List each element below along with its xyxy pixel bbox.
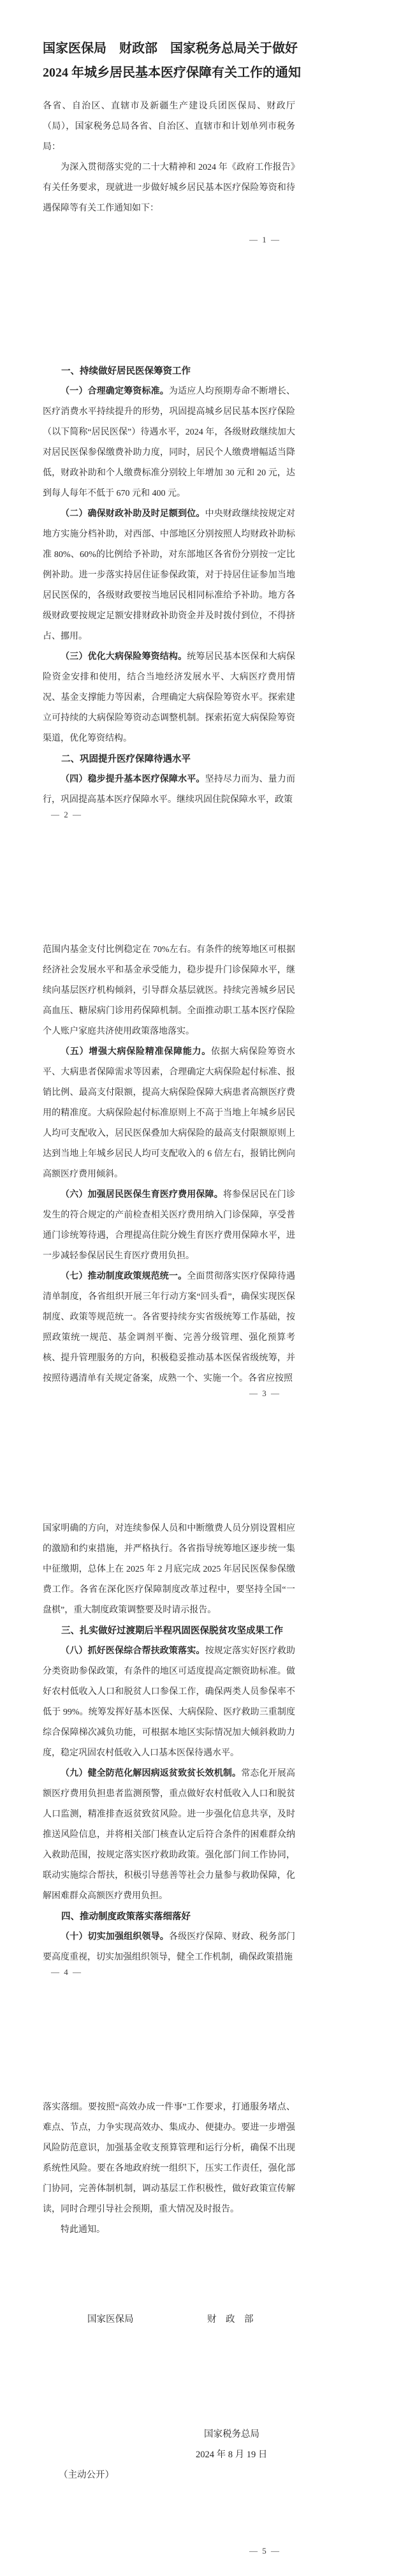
document-title-line: 2024 年城乡居民基本医疗保障有关工作的通知 — [43, 66, 301, 80]
signature-row — [43, 2309, 295, 2330]
page-content — [0, 261, 408, 810]
paragraph: （八）抓好医保综合帮扶政策落实。按规定落实好医疗救助分类资助参保政策，有条件的地区可适度提高定额资助标准。做好农村低收入人口和脱贫人口参保工作，确保两类人员参保率不低于 99%。统筹发挥好基本医保、大病保险、医疗救助三重制度综合保障梯次减负功能，可根据本地区实际情况加大倾斜救助力度，稳定巩固农村低收入人口基本医保待遇水平。 — [43, 1646, 296, 1758]
paragraph: 为深入贯彻落实党的二十大精神和 2024 年《政府工作报告》有关任务要求，现就进一步做好城乡居民基本医疗保险筹资和待遇保障等有关工作通知如下： — [43, 163, 295, 213]
page-content — [0, 1418, 408, 1968]
paragraph: （十）切实加强组织领导。各级医疗保障、财政、税务部门要高度重视，切实加强组织领导，健全工作机制，确保政策措施 — [43, 1932, 296, 1962]
page-content — [0, 1997, 408, 2485]
document-page-1 — [0, 0, 408, 261]
document-title — [43, 36, 301, 85]
document-page-2 — [0, 261, 408, 840]
paragraph-lead: （九）健全防范化解因病返贫致贫长效机制。 — [61, 1769, 242, 1778]
page-content — [0, 0, 408, 219]
signer-org-taxation: 国家税务总局 — [204, 2429, 259, 2439]
page-content — [0, 840, 408, 1389]
document-title-line: 国家医保局 财政部 国家税务总局关于做好 — [43, 41, 298, 56]
addressee-paragraph: 各省、自治区、直辖市及新疆生产建设兵团医保局、财政厅（局），国家税务总局各省、自治区、直辖市和计划单列市税务局： — [43, 101, 295, 152]
paragraph: （六）加强居民医保生育医疗费用保障。将参保居民在门诊发生的符合规定的产前检查相关医疗费用纳入门诊保障，享受普通门诊统筹待遇，合理提高住院分娩生育医疗费用保障水平，进一步减轻参保居民生育医疗费用负担。 — [43, 1190, 296, 1261]
paragraph: （七）推动制度政策规范统一。全面贯彻落实医疗保障待遇清单制度，各省组织开展三年行动方案“回头看”，确保实现医保制度、政策等规范统一。各省要持续夯实省级统筹工作基础，按照政策统一规范、基金调剂平衡、完善分级管理、强化预算考核、提升管理服务的方向，积极稳妥推动基本医保省级统筹，并按照待遇清单有关规定备案，成熟一个、实施一个。各省应按照 — [43, 1272, 296, 1383]
paragraph: 特此通知。 — [61, 2225, 105, 2235]
document-page-5 — [0, 1997, 408, 2576]
paragraph-continuation: 落实落细。要按照“高效办成一件事”工作要求，打通服务堵点、难点、节点，力争实现高效办、集成办、便捷办。要进一步增强风险防范意识，加强基金收支预算管理和运行分析，确保不出现系统性风险。要在各地政府统一组织下，压实工作责任，强化部门协同，完善体制机制，调动基层工作积极性，做好政策宣传解读，同时合理引导社会预期，重大情况及时报告。 — [43, 2103, 295, 2214]
document-page-3 — [0, 840, 408, 1418]
page-number: — 3 — — [249, 1389, 280, 1398]
paragraph: （三）优化大病保险筹资结构。统筹居民基本医保和大病保险资金安排和使用，结合当地经济发展水平、大病医疗费用情况、基金支撑能力等因素，合理确定大病保险筹资水平。探索建立可持续的大病保险筹资动态调整机制。探索拓宽大病保险筹资渠道，优化筹资结构。 — [43, 652, 296, 743]
page-number: — 4 — — [51, 1967, 82, 1977]
signer-org-mof: 财 政 部 — [207, 2314, 254, 2325]
paragraph-lead: （四）稳步提升基本医疗保障水平。 — [61, 775, 205, 784]
page-number: — 5 — — [249, 2546, 280, 2556]
section-heading: 一、持续做好居民医保筹资工作 — [61, 366, 191, 376]
paragraph: （五）增强大病保险精准保障能力。依据大病保险筹资水平、大病患者保障需求等因素，合理确定大病保险起付标准、报销比例、最高支付限额，提高大病保险保障大病患者高额医疗费用的精准度。大病保险起付标准原则上不高于当地上年城乡居民人均可支配收入，居民医保叠加大病保险的最高支付限额原则上达到当地上年城乡居民人均可支配收入的 6 倍左右，报销比例向高额医疗费用倾斜。 — [43, 1047, 295, 1179]
disclosure-note: （主动公开） — [59, 2470, 114, 2480]
paragraph-continuation: 范围内基金支付比例稳定在 70%左右。有条件的统筹地区可根据经济社会发展水平和基金承受能力，稳步提升门诊保障水平，继续向基层医疗机构倾斜，引导群众基层就医。持续完善城乡居民高血压、糖尿病门诊用药保障机制。全面推动职工基本医疗保险个人账户家庭共济使用政策落地落实。 — [43, 945, 295, 1036]
section-heading: 四、推动制度政策落实落细落好 — [61, 1912, 191, 1922]
paragraph-lead: （一）合理确定筹资标准。 — [61, 387, 169, 396]
section-heading: 二、巩固提升医疗保障待遇水平 — [61, 754, 191, 764]
paragraph-lead: （六）加强居民医保生育医疗费用保障。 — [61, 1190, 223, 1200]
page-number: — 2 — — [51, 810, 82, 819]
page-number: — 1 — — [249, 235, 280, 244]
paragraph-continuation: 国家明确的方向，对连续参保人员和中断缴费人员分别设置相应的激励和约束措施，并严格执行。各省指导统筹地区逐步统一集中征缴期，总体上在 2025 年 2 月底完成 2025 年居民医保参保缴费工作。各省在深化医疗保障制度改革过程中，要坚持全国“一盘棋”，重大制度政策调整要及时请示报告。 — [43, 1524, 295, 1615]
paragraph-lead: （二）确保财政补助及时足额到位。 — [61, 509, 205, 519]
section-heading: 三、扎实做好过渡期后半程巩固医保脱贫攻坚成果工作 — [61, 1626, 283, 1636]
paragraph-lead: （三）优化大病保险筹资结构。 — [61, 652, 187, 662]
paragraph-lead: （十）切实加强组织领导。 — [61, 1932, 169, 1942]
paragraph-lead: （八）抓好医保综合帮扶政策落实。 — [61, 1646, 205, 1656]
paragraph-lead: （五）增强大病保险精准保障能力。 — [61, 1047, 211, 1057]
signer-org-nhsa: 国家医保局 — [87, 2314, 134, 2325]
document-page-4 — [0, 1418, 408, 1997]
paragraph: （四）稳步提升基本医疗保障水平。坚持尽力而为、量力而行，巩固提高基本医疗保障水平。继续巩固住院保障水平，政策 — [43, 775, 296, 805]
issue-date: 2024 年 8 月 19 日 — [196, 2450, 268, 2460]
paragraph: （一）合理确定筹资标准。为适应人均预期寿命不断增长、医疗消费水平持续提升的形势，巩固提高城乡居民基本医疗保险（以下简称“居民医保”）待遇水平，2024 年，各级财政继续加大对居民医保参保缴费补助力度，同时，居民个人缴费增幅适当降低，财政补助和个人缴费标准分别较上年增加 30 元和 20 元，达到每人每年不低于 670 元和 400 元。 — [43, 387, 296, 498]
paragraph-lead: （七）推动制度政策规范统一。 — [61, 1272, 187, 1281]
paragraph: （二）确保财政补助及时足额到位。中央财政继续按规定对地方实施分档补助，对西部、中部地区分别按照人均财政补助标准 80%、60%的比例给予补助，对东部地区各省份分别按一定比例补助。进一步落实持居住证参保政策，对于持居住证参加当地居民医保的，各级财政要按当地居民相同标准给予补助。地方各级财政要按规定足额安排财政补助资金并及时拨付到位，不得挤占、挪用。 — [43, 509, 296, 641]
paragraph: （九）健全防范化解因病返贫致贫长效机制。常态化开展高额医疗费用负担患者监测预警，重点做好农村低收入人口和脱贫人口监测，精准排查返贫致贫风险。进一步强化信息共享，及时推送风险信息，并将相关部门核查认定后符合条件的困难群众纳入救助范围，按规定落实医疗救助政策。强化部门间工作协同，联动实施综合帮扶，积极引导慈善等社会力量参与救助保障，化解困难群众高额医疗费用负担。 — [43, 1769, 296, 1901]
